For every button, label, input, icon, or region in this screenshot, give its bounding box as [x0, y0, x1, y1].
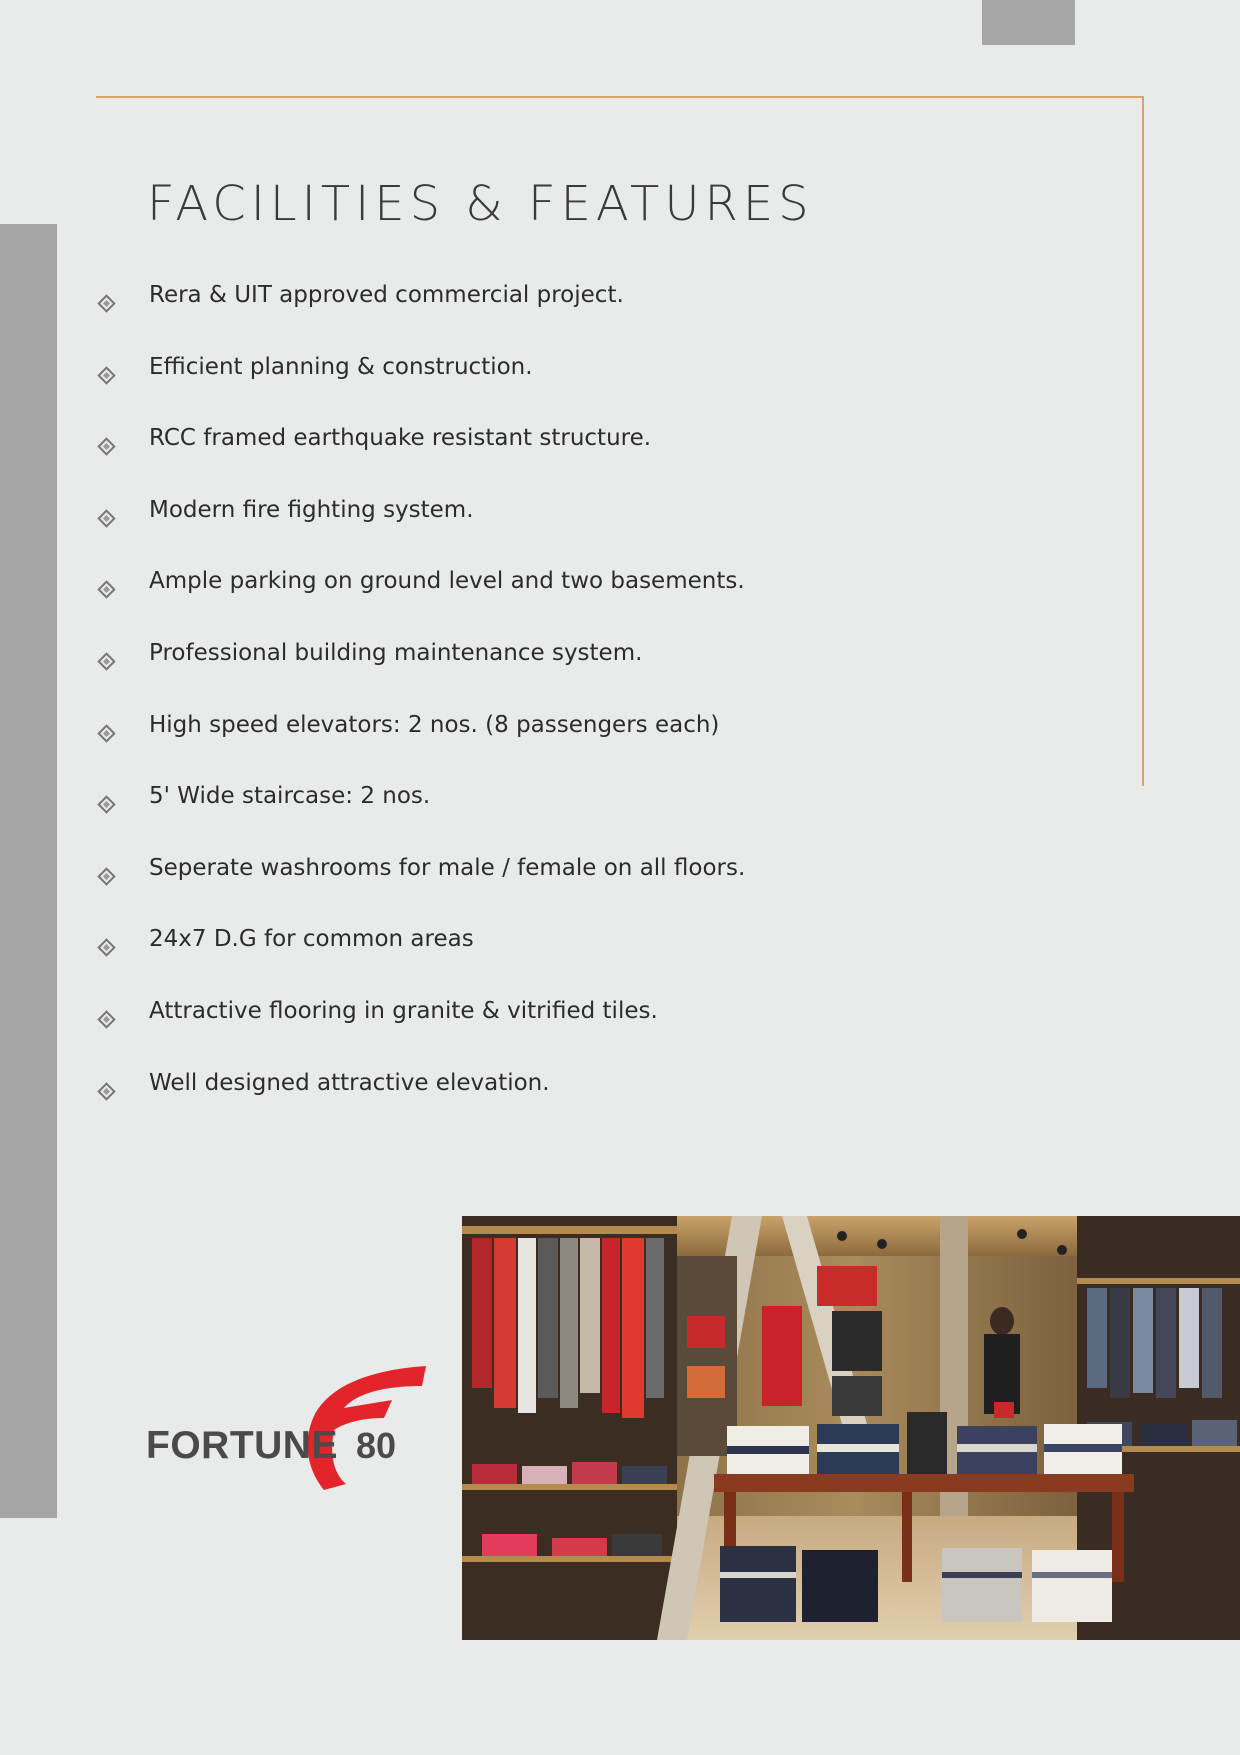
list-item	[96, 994, 745, 1066]
logo-word: FORTUNE	[146, 1424, 338, 1467]
diamond-bullet-icon	[97, 795, 115, 813]
logo-number: 80	[356, 1425, 397, 1466]
diamond-bullet-icon	[97, 366, 115, 384]
store-illustration	[462, 1216, 1240, 1640]
list-item	[96, 636, 745, 708]
feature-text: Professional building maintenance system.	[149, 639, 643, 666]
page-title: FACILITIES & FEATURES	[147, 176, 814, 232]
feature-text: Seperate washrooms for male / female on all floors.	[149, 854, 746, 881]
diamond-bullet-icon	[97, 1010, 115, 1028]
feature-text: 5' Wide staircase: 2 nos.	[149, 783, 431, 810]
list-item	[96, 564, 745, 636]
feature-text: 24x7 D.G for common areas	[149, 926, 474, 953]
diamond-bullet-icon	[97, 581, 115, 599]
list-item	[96, 278, 745, 350]
feature-text: RCC framed earthquake resistant structure.	[149, 425, 652, 452]
diamond-bullet-icon	[97, 867, 115, 885]
feature-text: Attractive flooring in granite & vitrified tiles.	[149, 997, 658, 1024]
list-item	[96, 421, 745, 493]
list-item	[96, 1066, 745, 1138]
feature-text: High speed elevators: 2 nos. (8 passengers each)	[149, 711, 720, 738]
top-tab-decoration	[982, 0, 1075, 45]
features-list	[96, 278, 745, 1137]
list-item	[96, 922, 745, 994]
list-item	[96, 851, 745, 923]
clothing-store-photo	[462, 1216, 1240, 1640]
list-item	[96, 779, 745, 851]
diamond-bullet-icon	[97, 724, 115, 742]
list-item	[96, 350, 745, 422]
feature-text: Modern fire fighting system.	[149, 496, 474, 523]
feature-text: Ample parking on ground level and two basements.	[149, 568, 745, 595]
diamond-bullet-icon	[97, 652, 115, 670]
diamond-bullet-icon	[97, 294, 115, 312]
diamond-bullet-icon	[97, 1082, 115, 1100]
diamond-bullet-icon	[97, 939, 115, 957]
left-side-bar	[0, 224, 57, 1518]
list-item	[96, 493, 745, 565]
diamond-bullet-icon	[97, 437, 115, 455]
diamond-bullet-icon	[97, 509, 115, 527]
feature-text: Well designed attractive elevation.	[149, 1069, 550, 1096]
feature-text: Efficient planning & construction.	[149, 353, 533, 380]
list-item	[96, 708, 745, 780]
feature-text: Rera & UIT approved commercial project.	[149, 282, 624, 308]
fortune-80-logo	[146, 1360, 436, 1490]
